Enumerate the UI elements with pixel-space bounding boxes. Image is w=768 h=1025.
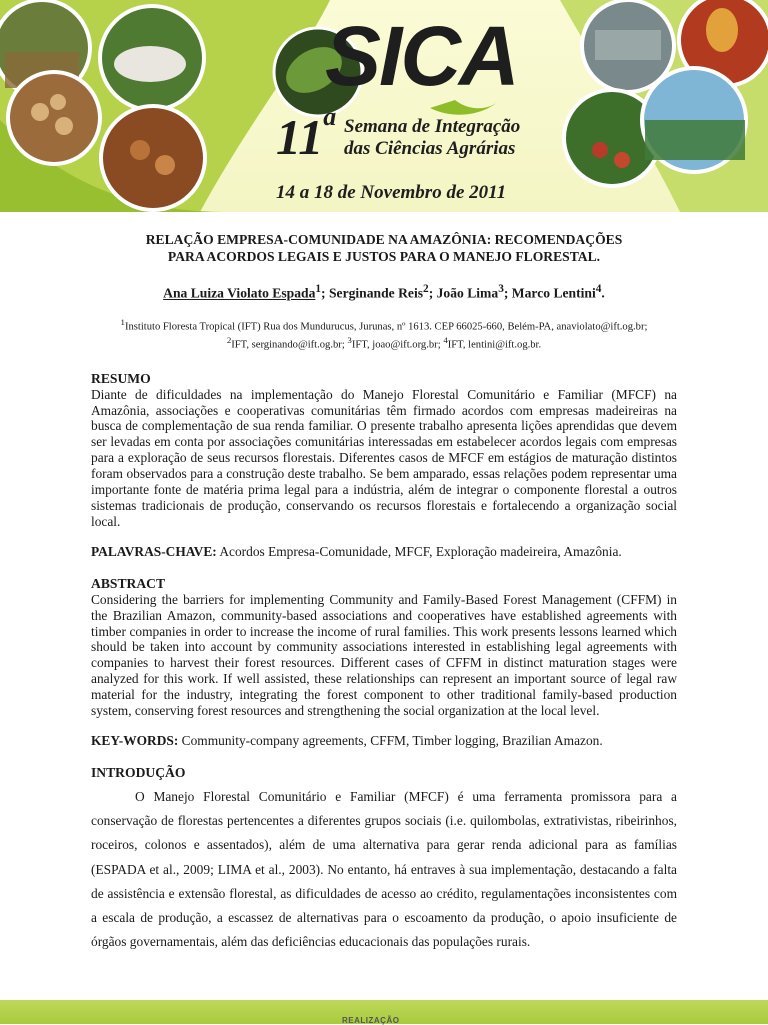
intro-text: O Manejo Florestal Comunitário e Familiar (MFCF) é uma ferramenta promissora para a conservação de florestas pertencentes a diferentes grupos sociais (i.e. quilombolas, extrativistas, ribeirinhos, roceiros, colonos e assentados), além de uma alternativa para gerar renda adicional para as famílias (ESPADA et al., 2009; LIMA et al., 2003). No entanto, há entraves à sua implementação, destacando a falta de assistência e extensão florestal, as dificuldades de acesso ao crédito, regulamentações inconsistentes com a escala de produção, a escassez de alternativas para o escoamento da produção, o apoio insuficiente de órgãos governamentais, além das deficiências educacionais das populações rurais. xyxy=(91,789,677,950)
author-name: João Lima xyxy=(436,285,499,301)
author-list: Ana Luiza Violato Espada$^1$; Serginande Reis$^2$; João Lima$^3$; Marco Lentini$^4$. xyxy=(163,283,605,301)
log-end xyxy=(50,94,66,110)
log-end xyxy=(31,103,49,121)
photo-cattle-cow xyxy=(114,46,186,82)
author-name: Serginande Reis xyxy=(328,285,424,301)
resumo-text: Diante de dificuldades na implementação do Manejo Florestal Comunitário e Familiar (MFCF) na Amazônia, associações e cooperativas comunitárias têm firmado acordos com empresas madeireiras na busca de complementação de sua renda familiar. O presente trabalho apresenta lições aprendidas que devem ser levadas em conta por associações comunitárias interessadas em estabelecer acordos legais com empresas para a exploração de seus recursos florestais. Diferentes casos de MFCF em estágios de maturação distintos foram observados para a construção deste trabalho. Se bem amparado, essas relações podem representar uma importante fonte de matéria prima legal para a indústria, além de integrar o componente florestal a outros sistemas tradicionais de produção, conservando os recursos florestais e fortalecendo a organização social local. xyxy=(91,386,677,529)
author-name: Ana Luiza Violato Espada xyxy=(163,285,316,301)
key-words-text: Community-company agreements, CFFM, Timber logging, Brazilian Amazon. xyxy=(181,733,603,748)
subtitle-line-1: Semana de Integração xyxy=(344,116,521,137)
affiliation-ift-4: IFT, lentini@ift.og.br. xyxy=(447,339,542,351)
affiliation-line-1: Instituto Floresta Tropical (IFT) Rua dos Mundurucus, Jurunas, nº 1613. CEP 66025-660, Belém-PA, anaviolato@ift.og.br; xyxy=(124,321,648,333)
author-name: Marco Lentini xyxy=(511,285,596,301)
photo-poultry-icon xyxy=(101,106,205,210)
abstract-text: Considering the barriers for implementing Community and Family-Based Forest Management (CFFM) in the Brazilian Amazon, community-based associations and cooperatives have established agreements with timber companies in order to increase the income of rural families. This work presents lessons learned which should be taken into account by community associations interested in establishing legal agreements with companies to harvest their forest resources. Different cases of CFFM in distinct maturation stages were analyzed for this work. If well assisted, these relationships can represent an important source of legal raw material for the industry, integrating the forest component to other traditional family-based production system, conserving forest resources and strengthening the social organization at the local level. xyxy=(91,591,677,719)
resumo-heading: RESUMO xyxy=(91,370,151,386)
affil-sup: 3 xyxy=(347,334,352,345)
log-end xyxy=(55,117,73,135)
photo-fishing-net xyxy=(595,30,661,60)
affiliation-ift-3: IFT, joao@ift.org.br; xyxy=(351,339,444,351)
affiliations xyxy=(91,316,677,352)
edition-suffix: a xyxy=(323,102,337,131)
subtitle-line-2: das Ciências Agrárias xyxy=(344,138,516,159)
key-words xyxy=(91,733,677,749)
footer-label: REALIZAÇÃO xyxy=(342,1016,400,1025)
author-sup: 2 xyxy=(423,283,429,295)
paper-content xyxy=(91,231,677,954)
photo-river-forest xyxy=(645,120,745,160)
event-subtitle xyxy=(344,116,520,160)
cacao-pod xyxy=(706,8,738,52)
crop-fruit xyxy=(614,152,630,168)
affil-sup: 2 xyxy=(226,334,232,345)
author-sup: 4 xyxy=(595,283,602,295)
title-line-1: RELAÇÃO EMPRESA-COMUNIDADE NA AMAZÔNIA: RECOMENDAÇÕES xyxy=(145,232,623,247)
palavras-chave xyxy=(91,544,677,560)
author-sup: 1 xyxy=(315,283,322,295)
palavras-chave-text: Acordos Empresa-Comunidade, MFCF, Exploração madeireira, Amazônia. xyxy=(219,543,622,559)
key-words-label: KEY-WORDS: xyxy=(91,733,179,748)
event-banner xyxy=(0,0,768,212)
photo-logs-icon xyxy=(8,72,100,164)
intro-heading: INTRODUÇÃO xyxy=(91,765,186,780)
event-date: 14 a 18 de Novembro de 2011 xyxy=(276,182,507,203)
affil-sup: 1 xyxy=(120,316,125,327)
poultry-bird xyxy=(130,140,150,160)
affiliation-ift-2: IFT, serginando@ift.og.br; xyxy=(231,339,348,351)
footer-bar xyxy=(0,1000,768,1024)
abstract-heading: ABSTRACT xyxy=(91,575,166,591)
edition-number xyxy=(276,102,337,166)
palavras-chave-label: PALAVRAS-CHAVE: xyxy=(91,543,217,559)
edition-number-value: 11 xyxy=(276,109,324,165)
poultry-bird xyxy=(155,155,175,175)
author-sup: 3 xyxy=(498,283,504,295)
title-line-2: PARA ACORDOS LEGAIS E JUSTOS PARA O MANEJO FLORESTAL. xyxy=(167,249,601,264)
affil-sup: 4 xyxy=(443,334,448,345)
logo-title: SICA xyxy=(325,9,518,103)
crop-fruit xyxy=(592,142,608,158)
paper-title xyxy=(91,231,677,265)
